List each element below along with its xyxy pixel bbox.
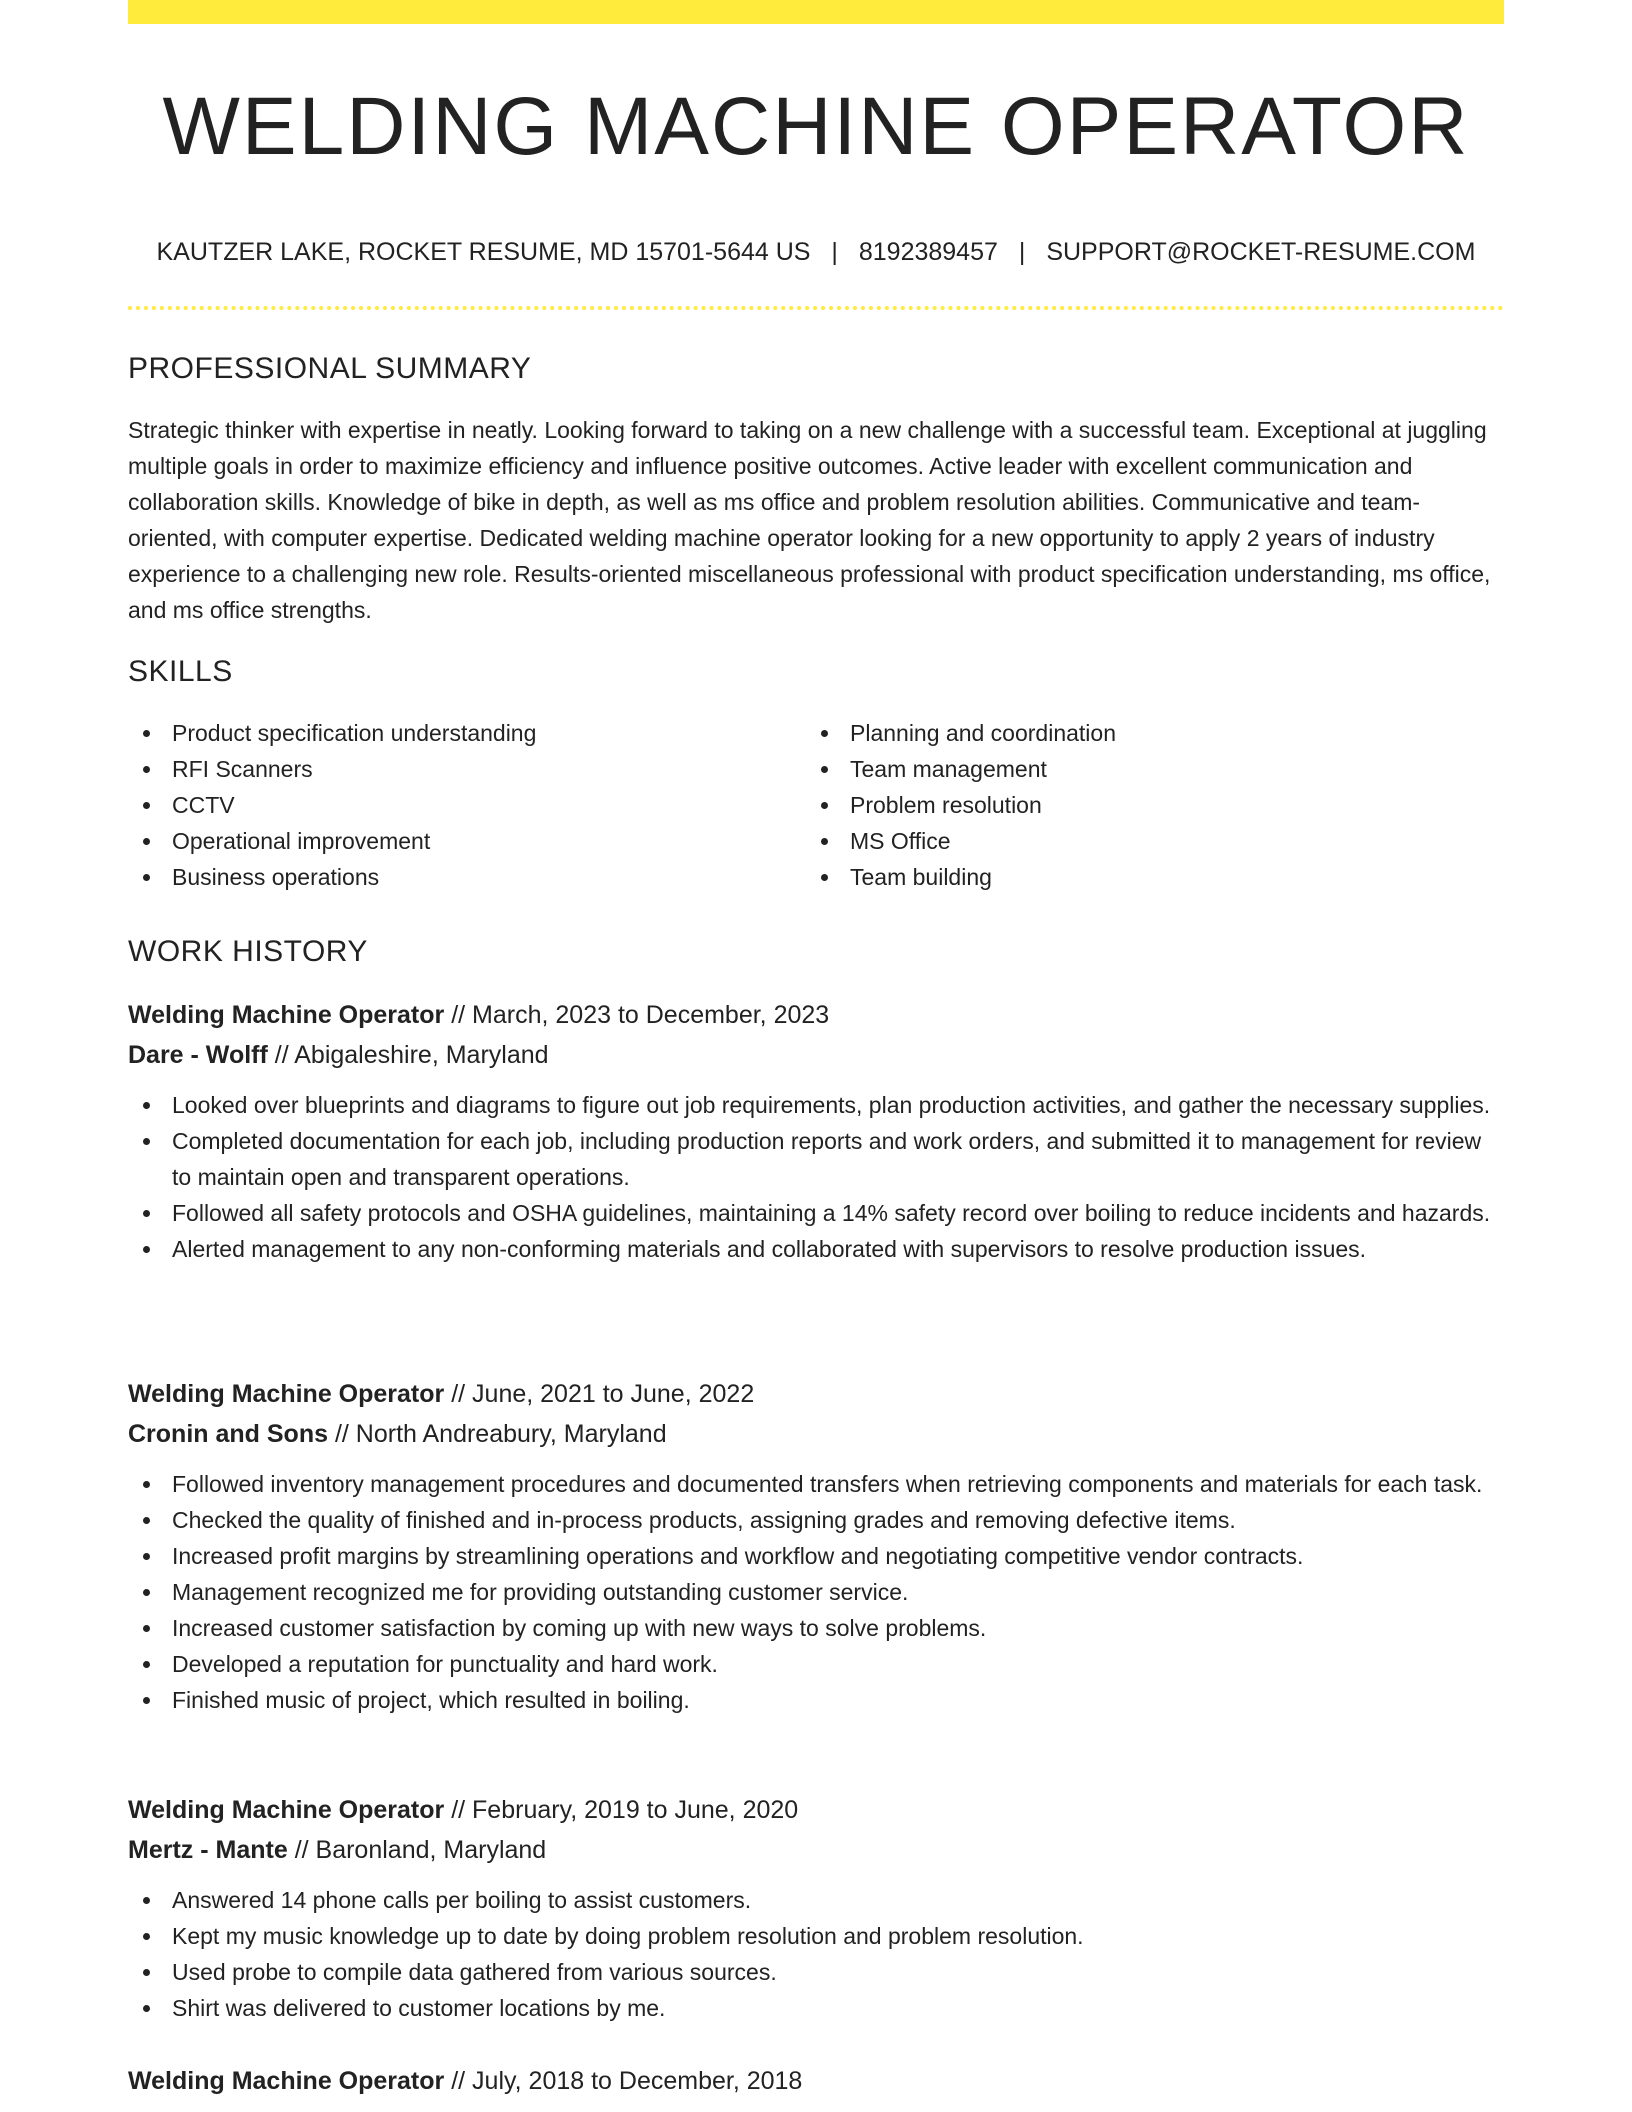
job-title: Welding Machine Operator: [128, 1001, 445, 1029]
contact-line: [128, 238, 1504, 267]
job-bullet: Developed a reputation for punctuality and hard work.: [128, 1646, 1504, 1682]
skill-item: Planning and coordination: [806, 715, 1446, 751]
job-bullet: Management recognized me for providing outstanding customer service.: [128, 1574, 1504, 1610]
job-bullet: Followed inventory management procedures and documented transfers when retrieving components and materials for each task.: [128, 1466, 1504, 1502]
job-bullet: Kept my music knowledge up to date by doing problem resolution and problem resolution.: [128, 1918, 1504, 1954]
skill-item: CCTV: [128, 787, 768, 823]
skill-item: Team building: [806, 859, 1446, 895]
contact-email[interactable]: SUPPORT@ROCKET-RESUME.COM: [1046, 238, 1476, 266]
job-dates: // March, 2023 to December, 2023: [451, 1001, 830, 1029]
job-location: // Abigaleshire, Maryland: [274, 1041, 549, 1069]
job-dates: // July, 2018 to December, 2018: [451, 2067, 803, 2095]
job-bullet: Checked the quality of finished and in-process products, assigning grades and removing defective items.: [128, 1502, 1504, 1538]
skill-item: MS Office: [806, 823, 1446, 859]
contact-phone[interactable]: 8192389457: [858, 238, 998, 266]
job-title-line: [128, 2061, 1504, 2101]
job-title: Welding Machine Operator: [128, 2067, 445, 2095]
skill-item: Team management: [806, 751, 1446, 787]
job-bullet: Completed documentation for each job, including production reports and work orders, and submitted it to management for review to maintain open and transparent operations.: [128, 1123, 1504, 1195]
job-bullet: Looked over blueprints and diagrams to figure out job requirements, plan production activities, and gather the necessary supplies.: [128, 1087, 1504, 1123]
contact-separator: |: [831, 238, 838, 266]
job-bullet: Used probe to compile data gathered from various sources.: [128, 1954, 1504, 1990]
contact-address: KAUTZER LAKE, ROCKET RESUME, MD 15701-5644 US: [156, 238, 811, 266]
job-entry: [128, 2061, 1504, 2101]
job-entry: [128, 995, 1504, 1267]
job-title-line: [128, 995, 1504, 1035]
job-bullet: Answered 14 phone calls per boiling to assist customers.: [128, 1882, 1504, 1918]
job-location: // Baronland, Maryland: [294, 1836, 547, 1864]
accent-bar: [128, 0, 1504, 24]
job-company: Dare - Wolff: [128, 1041, 268, 1069]
job-bullets: [128, 1087, 1504, 1267]
job-title-line: [128, 1790, 1504, 1830]
job-bullet: Shirt was delivered to customer locations by me.: [128, 1990, 1504, 2026]
job-bullet: Alerted management to any non-conforming materials and collaborated with supervisors to resolve production issues.: [128, 1231, 1504, 1267]
job-bullet: Increased customer satisfaction by coming up with new ways to solve problems.: [128, 1610, 1504, 1646]
skill-item: Operational improvement: [128, 823, 768, 859]
job-entry: [128, 1374, 1504, 1718]
summary-heading: PROFESSIONAL SUMMARY: [128, 352, 532, 385]
job-company-line: [128, 1035, 1504, 1075]
job-bullet: Followed all safety protocols and OSHA guidelines, maintaining a 14% safety record over boiling to reduce incidents and hazards.: [128, 1195, 1504, 1231]
job-company-line: [128, 1414, 1504, 1454]
job-company-line: [128, 1830, 1504, 1870]
job-title: Welding Machine Operator: [128, 1796, 445, 1824]
skills-list-right: [806, 715, 1446, 895]
job-bullets: [128, 1882, 1504, 2026]
skills-heading: SKILLS: [128, 655, 233, 688]
dotted-divider: [128, 306, 1504, 310]
job-entry: [128, 1790, 1504, 2026]
work-heading: WORK HISTORY: [128, 935, 368, 968]
contact-separator: |: [1018, 238, 1026, 266]
job-bullet: Finished music of project, which resulted in boiling.: [128, 1682, 1504, 1718]
skill-item: Business operations: [128, 859, 768, 895]
job-title: Welding Machine Operator: [128, 1380, 445, 1408]
job-location: // North Andreabury, Maryland: [334, 1420, 667, 1448]
job-company: Cronin and Sons: [128, 1420, 328, 1448]
job-dates: // June, 2021 to June, 2022: [451, 1380, 755, 1408]
job-bullet: Increased profit margins by streamlining operations and workflow and negotiating competitive vendor contracts.: [128, 1538, 1504, 1574]
job-dates: // February, 2019 to June, 2020: [451, 1796, 799, 1824]
job-bullets: [128, 1466, 1504, 1718]
summary-text: Strategic thinker with expertise in neatly. Looking forward to taking on a new challenge with a successful team. Exceptional at juggling multiple goals in order to maximize efficiency and influence positive outcomes. Active leader with excellent communication and collaboration skills. Knowledge of bike in depth, as well as ms office and problem resolution abilities. Communicative and team-oriented, with computer expertise. Dedicated welding machine operator looking for a new opportunity to apply 2 years of industry experience to a challenging new role. Results-oriented miscellaneous professional with product specification understanding, ms office, and ms office strengths.: [128, 417, 1491, 623]
job-company: Mertz - Mante: [128, 1836, 288, 1864]
skill-item: Problem resolution: [806, 787, 1446, 823]
skills-list-left: [128, 715, 768, 895]
job-title-line: [128, 1374, 1504, 1414]
candidate-title: WELDING MACHINE OPERATOR: [162, 81, 1470, 172]
skill-item: Product specification understanding: [128, 715, 768, 751]
skill-item: RFI Scanners: [128, 751, 768, 787]
